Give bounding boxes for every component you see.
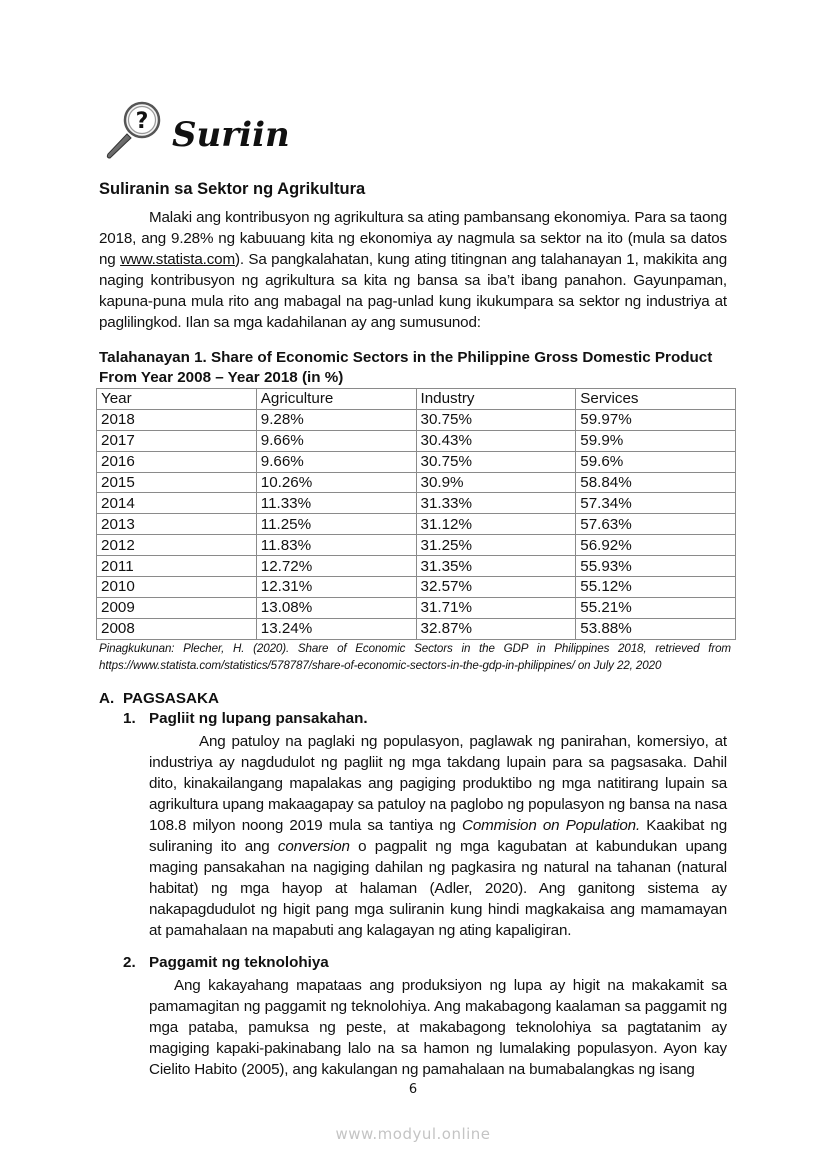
header-industry: Industry: [416, 389, 576, 410]
cell-industry: 31.12%: [416, 514, 576, 535]
item-2-number: 2.: [123, 954, 136, 971]
table-row: [97, 597, 736, 618]
cell-year: 2013: [97, 514, 257, 535]
cell-services: 59.97%: [576, 409, 736, 430]
table-row: [97, 535, 736, 556]
table-row: [97, 493, 736, 514]
intro-text-after-link: ). Sa pangkalahatan, kung ating titingnan ang talahanayan 1, makikita ang naging kontribusyon ng agrikultura sa kita ng bansa sa iba’t ibang panahon. Gayunpaman, kapuna-puna mula rito ang mabagal na pag-unlad kung ikukumpara sa sektor ng industriya at paglilingkod. Ilan sa mga kadahilanan ay ang sumusunod:: [99, 251, 727, 331]
cell-agriculture: 9.66%: [256, 451, 416, 472]
table-row: [97, 472, 736, 493]
cell-year: 2014: [97, 493, 257, 514]
cell-services: 56.92%: [576, 535, 736, 556]
header-year: Year: [97, 389, 257, 410]
watermark: www.modyul.online: [335, 1125, 491, 1143]
cell-industry: 32.87%: [416, 618, 576, 639]
item-1-text-part3: o pagpalit ng mga kagubatan at kabundukan upang maging pansakahan na nagiging dahilan ng pagkasira ng natural na tahanan (natural habitat) ng mga hayop at halaman (Adler, 2020). Ang ganitong sistema ay nakapagdudulot ng higit pang mga suliranin kung hindi magkakaisa ang mamamayan at pamahalaan na mapabuti ang kalagayan ng ating kapaligiran.: [149, 838, 727, 939]
cell-agriculture: 10.26%: [256, 472, 416, 493]
page-number: 6: [408, 1082, 418, 1097]
section-heading: Suliranin sa Sektor ng Agrikultura: [99, 180, 366, 198]
cell-year: 2011: [97, 556, 257, 577]
cell-services: 58.84%: [576, 472, 736, 493]
statista-link[interactable]: www.statista.com: [120, 251, 235, 268]
cell-year: 2008: [97, 618, 257, 639]
cell-year: 2010: [97, 577, 257, 598]
cell-agriculture: 13.08%: [256, 597, 416, 618]
table-row: [97, 514, 736, 535]
cell-agriculture: 12.72%: [256, 556, 416, 577]
cell-services: 55.93%: [576, 556, 736, 577]
cell-agriculture: 9.28%: [256, 409, 416, 430]
item-1-emphasis-conversion: conversion: [277, 838, 350, 855]
cell-agriculture: 13.24%: [256, 618, 416, 639]
svg-text:?: ?: [135, 108, 149, 134]
cell-services: 55.21%: [576, 597, 736, 618]
item-1-emphasis-commission: Commision on Population.: [462, 817, 641, 834]
cell-agriculture: 12.31%: [256, 577, 416, 598]
cell-agriculture: 11.33%: [256, 493, 416, 514]
table-caption: [99, 348, 739, 388]
cell-agriculture: 11.25%: [256, 514, 416, 535]
cell-industry: 30.9%: [416, 472, 576, 493]
cell-year: 2012: [97, 535, 257, 556]
cell-industry: 30.75%: [416, 409, 576, 430]
cell-services: 59.6%: [576, 451, 736, 472]
item-2-heading: [123, 954, 329, 971]
cell-services: 57.63%: [576, 514, 736, 535]
cell-year: 2015: [97, 472, 257, 493]
table-row: [97, 451, 736, 472]
cell-industry: 31.25%: [416, 535, 576, 556]
magnifier-question-icon: [100, 100, 166, 167]
item-2-title: Paggamit ng teknolohiya: [149, 954, 329, 971]
intro-text-before-link: Malaki ang kontribusyon ng agrikultura sa ating pambansang ekonomiya. Para sa taong 2018, ang 9.28% ng kabuuang kita ng ekonomiya ay nagmula sa sektor na ito (mula sa datos ng: [99, 209, 727, 268]
cell-year: 2016: [97, 451, 257, 472]
section-a-label: A.: [99, 690, 115, 707]
header-title: Suriin: [172, 115, 290, 155]
header-services: Services: [576, 389, 736, 410]
cell-industry: 30.43%: [416, 430, 576, 451]
cell-industry: 31.33%: [416, 493, 576, 514]
section-a-heading: [99, 690, 219, 707]
cell-agriculture: 9.66%: [256, 430, 416, 451]
cell-services: 59.9%: [576, 430, 736, 451]
table-row: [97, 556, 736, 577]
table-source-citation: Pinagkukunan: Plecher, H. (2020). Share of Economic Sectors in the GDP in Philippines 2018, retrieved from https://www.statista.com/statistics/578787/share-of-economic-sectors-in-the-gdp-in-philippines/ on July 22, 2020: [99, 642, 731, 672]
section-a-title: PAGSASAKA: [123, 690, 219, 707]
item-1-title: Pagliit ng lupang pansakahan.: [149, 710, 368, 727]
gdp-share-table: [96, 388, 736, 640]
section-header: [100, 98, 290, 168]
cell-year: 2018: [97, 409, 257, 430]
cell-industry: 31.35%: [416, 556, 576, 577]
table-row: [97, 577, 736, 598]
item-1-text-part1: Ang patuloy na paglaki ng populasyon, paglawak ng panirahan, komersiyo, at industriya ay nagdudulot ng pagliit ng mga takdang lupain para sa pagsasaka. Dahil dito, kinakailangang mapalakas ang pagiging produktibo ng mga natitirang lupain sa agrikultura upang makaagapay sa patuloy na paglobo ng populasyon ng bansa na nasa 108.8 milyon noong 2019 mula sa tantiya ng: [149, 733, 727, 834]
cell-services: 57.34%: [576, 493, 736, 514]
intro-paragraph: [99, 207, 727, 333]
table-row: [97, 618, 736, 639]
table-row: [97, 409, 736, 430]
cell-services: 53.88%: [576, 618, 736, 639]
item-1-text-part2: Kaakibat ng suliraning ito ang: [149, 817, 727, 855]
cell-services: 55.12%: [576, 577, 736, 598]
item-1-heading: [123, 710, 368, 727]
cell-year: 2017: [97, 430, 257, 451]
cell-industry: 31.71%: [416, 597, 576, 618]
item-2-text: Ang kakayahang mapataas ang produksiyon ng lupa ay higit na makakamit sa pamamagitan ng paggamit ng teknolohiya. Ang makabagong kaalaman sa paggamit ng mga pataba, pamuksa ng peste, at makabagong teknolohiya sa pagtatanim ay magiging kapaki-pakinabang lalo na sa hamon ng lumalaking populasyon. Ayon kay Cielito Habito (2005), ang kakulangan ng pamahalaan na bumabalangkas ng isang: [149, 977, 727, 1078]
table-header-row: [97, 389, 736, 410]
table-caption-line2: From Year 2008 – Year 2018 (in %): [99, 369, 344, 386]
item-1-number: 1.: [123, 710, 136, 727]
cell-year: 2009: [97, 597, 257, 618]
cell-agriculture: 11.83%: [256, 535, 416, 556]
cell-industry: 32.57%: [416, 577, 576, 598]
item-1-paragraph: [149, 731, 727, 941]
header-agriculture: Agriculture: [256, 389, 416, 410]
table-row: [97, 430, 736, 451]
table-caption-line1: Talahanayan 1. Share of Economic Sectors in the Philippine Gross Domestic Product: [99, 349, 713, 366]
item-2-paragraph: [149, 975, 727, 1080]
cell-industry: 30.75%: [416, 451, 576, 472]
